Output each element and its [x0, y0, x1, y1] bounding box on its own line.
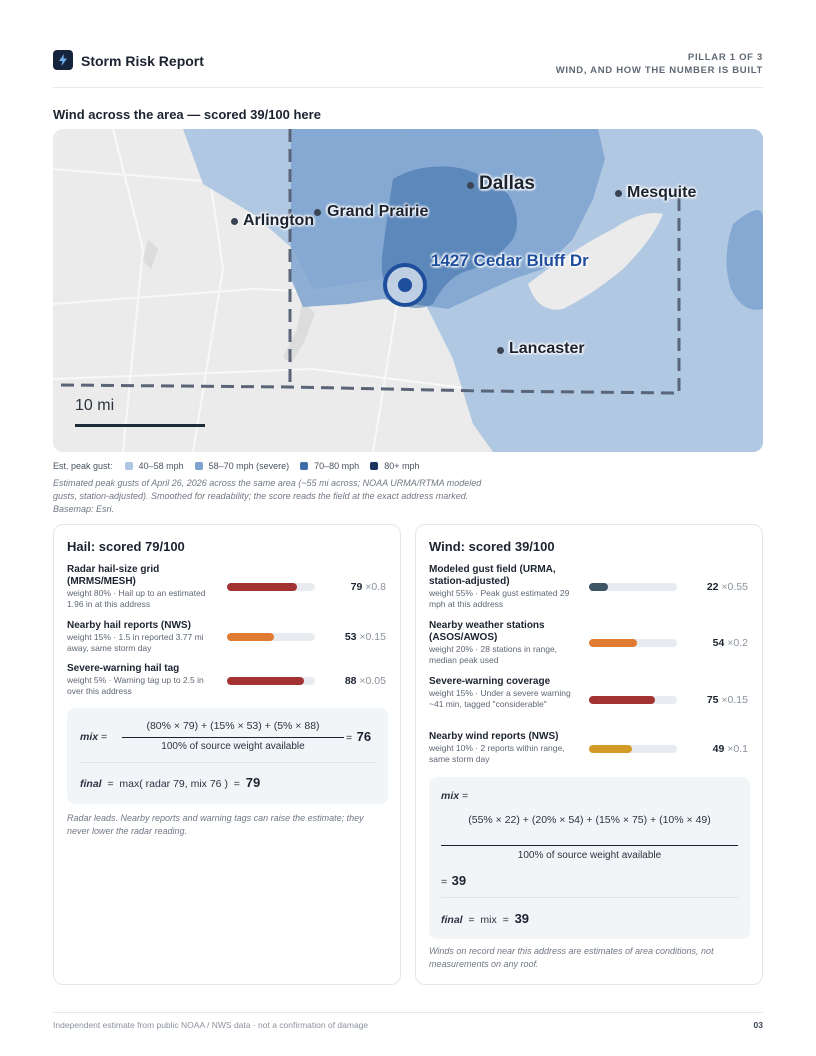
map-legend [53, 461, 430, 471]
hail-note: Radar leads. Nearby reports and warning tags can raise the estimate; they never lower the radar reading. [67, 813, 364, 836]
score-weight: ×0.1 [727, 743, 748, 755]
wind-row-stations [429, 620, 581, 666]
legend-swatch [125, 462, 133, 470]
pillar-line-2: WIND, AND HOW THE NUMBER IS BUILT [555, 65, 763, 76]
final-line: final = mix = 39 [441, 911, 530, 926]
mix-label-text: mix [80, 731, 99, 743]
mix-label [80, 731, 107, 743]
bar-fill [227, 583, 297, 591]
bar-fill [227, 677, 304, 685]
hail-bar-warning [227, 677, 315, 685]
score-value: 88 [344, 675, 357, 687]
row-sub: weight 80% · Hail up to an estimated 1.96 in at this address [67, 588, 206, 609]
bar-fill [589, 583, 608, 591]
final-value: 79 [245, 775, 261, 790]
row-title: Radar hail-size grid (MRMS/MESH) [67, 564, 160, 587]
divider [80, 762, 376, 763]
row-sub: weight 5% · Warning tag up to 2.5 in over this address [67, 675, 204, 696]
hail-bar-reports [227, 633, 315, 641]
mix-numerator: (55% × 22) + (20% × 54) + (15% × 75) + (10% × 49) [468, 814, 711, 826]
brand-title: Storm Risk Report [81, 53, 204, 69]
report-header [53, 48, 763, 88]
mix-denominator: 100% of source weight available [161, 741, 305, 752]
grand-prairie-dot [314, 209, 321, 216]
wind-bar-warning [589, 696, 677, 704]
scale-bar [75, 424, 205, 427]
score-weight: ×0.8 [365, 581, 386, 593]
legend-item [125, 461, 184, 471]
score-value: 53 [344, 631, 357, 643]
row-title: Severe-warning hail tag [67, 663, 180, 674]
place-grand-prairie: Grand Prairie [327, 203, 429, 220]
hail-row-radar [67, 564, 217, 610]
legend-item [195, 461, 290, 471]
mix-result [346, 728, 371, 746]
equals-sign: = [101, 731, 108, 743]
score-value: 79 [350, 581, 363, 593]
score-weight: ×0.2 [727, 637, 748, 649]
wind-score-gust-field [707, 581, 748, 593]
wind-score-warning [707, 694, 748, 706]
wind-card [415, 524, 763, 985]
row-title: Nearby weather stations (ASOS/AWOS) [429, 620, 545, 643]
map-basemap [53, 129, 763, 452]
final-line: final = max( radar 79, mix 76 ) = 79 [80, 775, 261, 790]
hail-row-reports [67, 620, 217, 654]
legend-swatch [300, 462, 308, 470]
map-caption: Estimated peak gusts of April 26, 2026 across the same area (~55 mi across; NOAA URMA/RTMA modeled gusts, station-adjusted). Smoothed for readability; the score reads the field at the exact address marked. Basemap: Esri. [53, 478, 482, 514]
row-sub: weight 20% · 28 stations in range, median peak used [429, 644, 558, 665]
hail-score-radar [351, 581, 386, 593]
hail-formula-box [67, 708, 388, 804]
mix-result-value: 39 [451, 873, 467, 888]
mix-result-value: 76 [356, 729, 372, 744]
score-value: 22 [706, 581, 719, 593]
score-value: 54 [712, 637, 725, 649]
legend-label: 40–58 mph [138, 461, 184, 471]
lightning-icon [53, 50, 73, 70]
bar-fill [589, 696, 655, 704]
place-mesquite: Mesquite [627, 184, 697, 201]
score-weight: ×0.05 [359, 675, 386, 687]
pillar-label [556, 51, 763, 77]
equals-sign: = [441, 876, 448, 888]
wind-score-reports [713, 743, 748, 755]
equals-sign: = [462, 790, 469, 802]
hail-bar-radar [227, 583, 315, 591]
hail-score-warning [345, 675, 386, 687]
score-weight: ×0.55 [721, 581, 748, 593]
row-title: Modeled gust field (URMA, station-adjusted) [429, 564, 556, 587]
final-label: final [441, 914, 463, 926]
arlington-dot [231, 218, 238, 225]
final-expression: max( radar 79, mix 76 ) [119, 778, 228, 790]
mix-label-text: mix [441, 790, 460, 802]
pillar-line-1: PILLAR 1 OF 3 [687, 52, 763, 63]
row-sub: weight 55% · Peak gust estimated 29 mph at this address [429, 588, 570, 609]
legend-swatch [195, 462, 203, 470]
score-value: 49 [712, 743, 725, 755]
hail-card [53, 524, 401, 985]
address-marker-dot [398, 278, 412, 292]
legend-label: 80+ mph [384, 461, 420, 471]
page-number: 03 [753, 1020, 763, 1030]
fraction-line [441, 845, 738, 846]
equals-sign: = [346, 732, 353, 744]
legend-item [300, 461, 359, 471]
hail-card-title: Hail: scored 79/100 [67, 539, 185, 554]
row-title: Nearby hail reports (NWS) [67, 620, 191, 631]
hail-row-warning [67, 663, 217, 697]
hail-score-reports [345, 631, 386, 643]
address-label: 1427 Cedar Bluff Dr [431, 251, 589, 270]
wind-bar-gust-field [589, 583, 677, 591]
wind-formula-box [429, 777, 750, 939]
wind-row-reports [429, 731, 581, 765]
legend-item [370, 461, 419, 471]
wind-bar-reports [589, 745, 677, 753]
final-value: 39 [514, 911, 530, 926]
mix-denominator: 100% of source weight available [517, 850, 662, 861]
place-dallas: Dallas [479, 173, 535, 194]
place-arlington: Arlington [243, 212, 315, 229]
page-footer [53, 1012, 763, 1030]
row-sub: weight 15% · 1.5 in reported 3.77 mi away, same storm day [67, 632, 204, 653]
row-sub: weight 10% · 2 reports within range, same storm day [429, 743, 565, 764]
wind-row-warning [429, 676, 581, 710]
divider [441, 897, 738, 898]
row-title: Nearby wind reports (NWS) [429, 731, 559, 742]
place-lancaster: Lancaster [509, 340, 585, 357]
row-sub: weight 15% · Under a severe warning ~41 min, tagged "considerable" [429, 688, 571, 709]
legend-label: 70–80 mph [314, 461, 360, 471]
footer-text: Independent estimate from public NOAA / NWS data · not a confirmation of damage [53, 1020, 369, 1030]
mix-numerator: (80% × 79) + (15% × 53) + (5% × 88) [146, 720, 320, 732]
legend-title: Est. peak gust: [53, 461, 113, 471]
mix-result [441, 872, 466, 890]
bar-fill [589, 639, 637, 647]
mesquite-dot [615, 190, 622, 197]
legend-label: 58–70 mph (severe) [208, 461, 290, 471]
wind-score-stations [713, 637, 748, 649]
score-value: 75 [706, 694, 719, 706]
wind-bar-stations [589, 639, 677, 647]
mix-label [441, 790, 468, 802]
final-expression: mix [480, 914, 497, 926]
wind-note: Winds on record near this address are estimates of area conditions, not measurements on any roof. [429, 946, 714, 969]
wind-row-gust-field [429, 564, 581, 610]
score-weight: ×0.15 [359, 631, 386, 643]
row-title: Severe-warning coverage [429, 676, 551, 687]
wind-card-title: Wind: scored 39/100 [429, 539, 555, 554]
dallas-dot [467, 182, 474, 189]
wind-map[interactable] [53, 129, 763, 452]
final-label: final [80, 778, 102, 790]
bar-fill [227, 633, 274, 641]
bar-fill [589, 745, 632, 753]
lancaster-dot [497, 347, 504, 354]
section-title: Wind across the area — scored 39/100 here [53, 107, 321, 122]
fraction-line [122, 737, 344, 738]
scale-label: 10 mi [75, 397, 115, 414]
score-weight: ×0.15 [721, 694, 748, 706]
legend-swatch [370, 462, 378, 470]
